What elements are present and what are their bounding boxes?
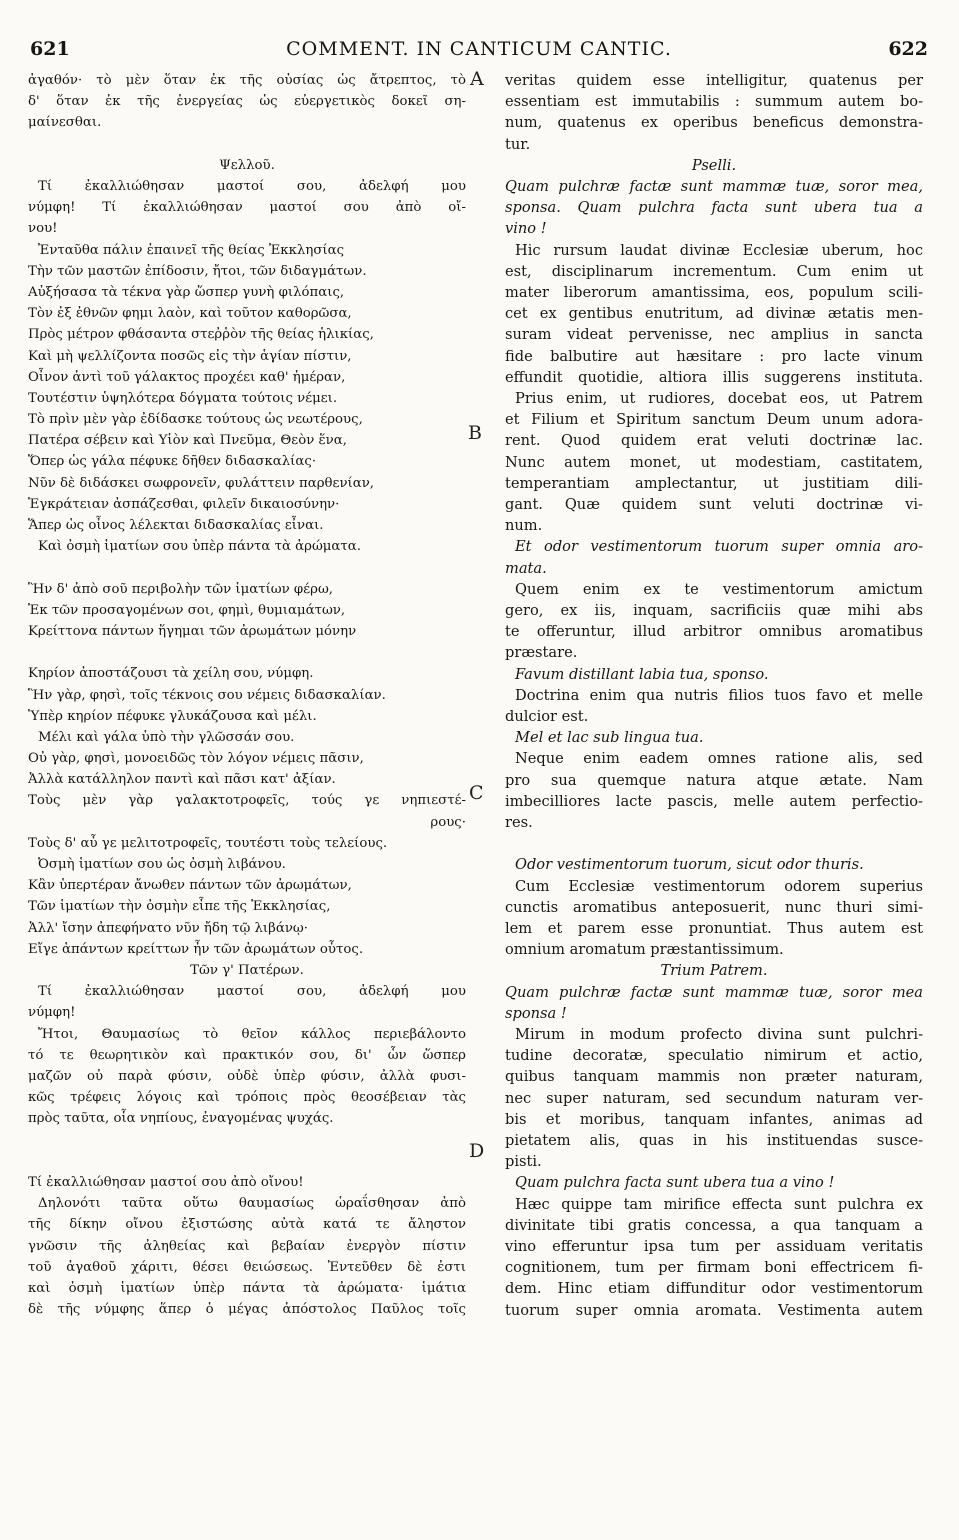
latin-text-line: gant. Quæ quidem sunt veluti doctrinæ vi- [505,496,923,514]
latin-column [505,70,923,1321]
greek-text-line: τό τε θεωρητικὸν καὶ πρακτικόν σου, δι' ὧν ὥσπερ [28,1047,466,1063]
greek-text-line: Ἤτοι, Θαυμασίως τὸ θεῖον κάλλος περιεβάλοντο [38,1026,466,1042]
greek-text-line: Τὸ πρὶν μὲν γὰρ ἐδίδασκε τούτους ὡς νεωτέρους, [28,412,363,428]
greek-text-line: Ἐκ τῶν προσαγομένων σοι, φημὶ, θυμιαμάτων, [28,602,346,618]
greek-text-line: τοῦ ἀγαθοῦ χάριτι, θέσει θειώσεως. Ἐντεῦθεν δὲ ἐστι [28,1259,466,1275]
greek-text-line: Καὶ ὀσμὴ ἱματίων σου ὑπὲρ πάντα τὰ ἀρώματα. [38,539,361,555]
greek-text-line: Ἀλλὰ κατάλληλον παντὶ καὶ πᾶσι κατ' ἀξίαν. [28,772,336,788]
margin-marker-c: C [469,782,484,804]
latin-text-line: cognitionem, tum per firmam boni effectricem fi- [505,1259,923,1277]
greek-text-line [28,134,466,155]
greek-text-line: Κἂν ὑπερτέραν ἄνωθεν πάντων τῶν ἀρωμάτων, [28,878,352,894]
greek-text-line [28,557,466,578]
latin-text-line: Mirum in modum profecto divina sunt pulchri- [515,1025,923,1043]
greek-text-line: μαίνεσθαι. [28,115,102,131]
greek-text-line: Οἶνον ἀντὶ τοῦ γάλακτος προχέει καθ' ἡμέραν, [28,369,346,385]
latin-text-line: pro sua quemque natura atque ætate. Nam [505,771,923,789]
latin-text-line: cet ex gentibus enutritum, ad divinæ ætatis men- [505,305,923,323]
latin-text-line: præstare. [505,644,578,662]
latin-text-line: fide balbutire aut hæsitare : pro lacte vinum [505,347,923,365]
latin-text-line: Trium Patrem. [660,962,768,980]
latin-text-line: Quam pulchra facta sunt ubera tua a vino ! [515,1174,835,1192]
latin-text-line: Cum Ecclesiæ vestimentorum odorem superius [515,877,923,895]
latin-text-line: divinitate tibi gratis concessa, a qua tanquam a [505,1216,923,1234]
latin-text-line: te offeruntur, illud arbitror omnibus aromatibus [505,623,923,641]
latin-text-line: dulcior est. [505,707,589,725]
latin-text-line: tudine decoratæ, speculatio nimirum et actio, [505,1047,923,1065]
latin-text-line: quibus tanquam mammis non præter naturam, [505,1068,923,1086]
greek-text-line: ρους· [430,814,466,830]
latin-text-line: lem et parem esse pronuntiat. Thus autem est [505,919,923,937]
latin-text-line: Hæc quippe tam mirifice effecta sunt pulchra ex [515,1195,923,1213]
page-number-right: 622 [888,38,928,60]
latin-text-line: mater liberorum amantissima, eos, populum scili- [505,283,923,301]
latin-text-line: bis et moribus, tanquam infantes, animas ad [505,1110,923,1128]
greek-text-line: ἀγαθόν· τὸ μὲν ὅταν ἐκ τῆς οὐσίας ὡς ἄτρεπτος, τὸ [28,73,466,88]
latin-text-line: Nunc autem monet, ut modestiam, castitatem, [505,453,923,471]
latin-text-line: Prius enim, ut rudiores, docebat eos, ut Patrem [515,390,923,407]
greek-text-line: τῆς δίκην οἴνου ἐξιστώσης αὐτὰ κατά τε ἄληστον [28,1217,466,1233]
latin-text-line: essentiam est immutabilis : summum autem bo- [505,93,923,111]
latin-text-line: Doctrina enim qua nutris filios tuos favo et melle [515,686,923,704]
greek-text-line: Τὴν τῶν μαστῶν ἐπίδοσιν, ἤτοι, τῶν διδαγμάτων. [28,263,367,279]
greek-text-line: Ὀσμὴ ἱματίων σου ὡς ὀσμὴ λιβάνου. [38,857,286,873]
latin-text-line: num, quatenus ex operibus beneficus demonstra- [505,114,923,132]
latin-text-line: tuorum super omnia aromata. Vestimenta autem [505,1301,923,1319]
latin-text-line: mata. [505,559,547,577]
greek-text-line: Τί ἐκαλλιώθησαν μαστοί σου, ἀδελφή μου [38,984,466,1000]
running-title: COMMENT. IN CANTICUM CANTIC. [286,38,672,60]
latin-text-line: Quem enim ex te vestimentorum amictum [515,580,923,598]
greek-column [28,70,466,1320]
latin-text-line: effundit quotidie, altiora illis suggerens instituta. [505,368,923,386]
margin-marker-b: B [468,422,482,444]
latin-text-line: nec super naturam, sed secundum naturam ver- [505,1089,923,1107]
greek-text-line: Ὑπὲρ κηρίον πέφυκε γλυκάζουσα καὶ μέλι. [28,708,317,724]
latin-text-line: Quam pulchræ factæ sunt mammæ tuæ, soror mea [505,983,923,1001]
greek-text-line: Τοὺς μὲν γὰρ γαλακτοτροφεῖς, τούς γε νηπιεστέ- [28,793,466,809]
greek-text-line: Μέλι καὶ γάλα ὑπὸ τὴν γλῶσσάν σου. [38,729,295,745]
latin-text-line: veritas quidem esse intelligitur, quatenus per [505,72,923,89]
greek-text-line: Οὐ γὰρ, φησὶ, μονοειδῶς τὸν λόγον νέμεις πᾶσιν, [28,751,364,767]
greek-text-line: Τῶν ἱματίων τὴν ὀσμὴν εἶπε τῆς Ἐκκλησίας, [28,899,331,915]
greek-text-line [28,1130,466,1151]
latin-text-line: sponsa. Quam pulchra facta sunt ubera tua a [505,199,923,217]
greek-text-line [28,642,466,663]
latin-text-line: vino ! [505,220,547,238]
greek-text-line: Τί ἐκαλλιώθησαν μαστοί σου, ἀδελφή μου [38,178,466,194]
latin-text-line: gero, ex iis, inquam, sacrificiis quæ mihi abs [505,602,923,619]
greek-text-line: Τί ἐκαλλιώθησαν μαστοί σου ἀπὸ οἴνου! [28,1174,304,1190]
greek-text-line: Ἐγκράτειαν ἀσπάζεσθαι, φιλεῖν δικαιοσύνην· [28,496,340,512]
greek-text-line: Κηρίον ἀποστάζουσι τὰ χείλη σου, νύμφη. [28,666,314,682]
greek-text-line: Ἀλλ' ἴσην ἀπεφήνατο νῦν ἤδη τῷ λιβάνῳ· [28,920,308,936]
greek-text-line: κῶς τρέφεις λόγοις καὶ τρόποις πρὸς θεοσέβειαν τὰς [28,1090,466,1106]
greek-text-line: Τοὺς δ' αὖ γε μελιτοτροφεῖς, τουτέστι τοὺς τελείους. [28,835,388,851]
margin-marker-d: D [469,1140,485,1162]
latin-text-line: imbecilliores lacte pascis, melle autem perfectio- [505,792,923,810]
latin-text-line: est, disciplinarum incrementum. Cum enim ut [505,262,923,280]
latin-text-line: dem. Hinc etiam diffunditur odor vestimentorum [505,1280,923,1298]
latin-text-line: Mel et lac sub lingua tua. [515,729,704,747]
latin-text-line: res. [505,813,533,831]
greek-text-line: Ἣν γὰρ, φησὶ, τοῖς τέκνοις σου νέμεις διδασκαλίαν. [28,687,386,703]
latin-text-line: pietatem alis, quas in his instituendas susce- [505,1131,923,1149]
latin-text-line: Quam pulchræ factæ sunt mammæ tuæ, soror mea, [505,177,923,195]
latin-text-line: Et odor vestimentorum tuorum super omnia aro- [515,538,923,556]
page-number-left: 621 [30,38,70,60]
latin-text-line: pisti. [505,1153,542,1171]
latin-text-line: num. [505,517,543,535]
latin-text-line: Neque enim eadem omnes ratione alis, sed [515,750,923,768]
greek-text-line: Ἐνταῦθα πάλιν ἐπαινεῖ τῆς θείας Ἐκκλησίας [38,242,345,258]
greek-text-line: δ' ὅταν ἐκ τῆς ἐνεργείας ὡς εὐεργετικὸς δοκεῖ ση- [28,94,466,110]
greek-text-line: Ἣν δ' ἀπὸ σοῦ περιβολὴν τῶν ἱματίων φέρω, [28,581,334,597]
latin-text-line: et Filium et Spiritum sanctum Deum unum adora- [505,411,923,429]
greek-text-line: Κρείττονα πάντων ἥγημαι τῶν ἀρωμάτων μόνην [28,623,357,639]
greek-text-line: Νῦν δὲ διδάσκει σωφρονεῖν, φυλάττειν παρθενίαν, [28,475,375,491]
greek-text-line: καὶ ὀσμὴ ἱματίων ὑπὲρ πάντα τὰ ἀρώματα· ἱμάτια [28,1280,466,1296]
latin-text-line: tur. [505,135,531,153]
latin-text-line: suram videat pervenisse, nec amplius in sancta [505,326,923,344]
running-header [30,38,928,62]
greek-text-line: Τὸν ἐξ ἐθνῶν φημι λαὸν, καὶ τοῦτον καθορῶσα, [28,306,352,322]
latin-text-line: vino efferuntur ipsa tum per assiduam veritatis [505,1237,923,1255]
greek-text-line [28,1151,466,1172]
latin-text-line: Hic rursum laudat divinæ Ecclesiæ uberum, hoc [515,241,923,259]
greek-text-line: νύμφη! Τί ἐκαλλιώθησαν μαστοί σου ἀπὸ οἴ- [28,200,466,216]
greek-text-line: πρὸς ταῦτα, οἷα νηπίους, ἐναγομένας ψυχάς. [28,1111,334,1127]
latin-text-line [505,833,923,854]
latin-text-line: Pselli. [691,156,737,174]
greek-text-line: Ψελλοῦ. [219,157,275,173]
latin-text-line: Favum distillant labia tua, sponso. [515,665,769,683]
latin-text-line: Odor vestimentorum tuorum, sicut odor thuris. [515,856,864,874]
greek-text-line: Πρὸς μέτρον φθάσαντα στεῤῥὸν τῆς θείας ἡλικίας, [28,327,374,343]
greek-text-line: νου! [28,221,58,237]
greek-text-line: Ἅπερ ὡς οἶνος λέλεκται διδασκαλίας εἶναι. [28,518,324,533]
greek-text-line: δὲ τῆς νύμφης ἅπερ ὁ μέγας ἀπόστολος Παῦλος τοῖς [28,1302,466,1318]
greek-text-line: Εἴγε ἁπάντων κρείττων ἦν τῶν ἀρωμάτων οὗτος. [28,941,364,957]
greek-text-line: νύμφη! [28,1005,76,1021]
greek-text-line: γνῶσιν τῆς ἀληθείας καὶ βεβαίαν ἐνεργὸν πίστιν [28,1238,466,1254]
latin-text-line: omnium aromatum præstantissimum. [505,941,784,959]
greek-text-line: Αὐξήσασα τὰ τέκνα γὰρ ὥσπερ γυνὴ φιλόπαις, [28,284,345,300]
latin-text-line: sponsa ! [505,1004,567,1022]
greek-text-line: Πατέρα σέβειν καὶ Υἱὸν καὶ Πνεῦμα, Θεὸν ἕνα, [28,433,347,449]
greek-text-line: μαζῶν οὐ παρὰ φύσιν, οὐδὲ ὑπὲρ φύσιν, ἀλλὰ φυσι- [28,1068,466,1084]
greek-text-line: Ὅπερ ὡς γάλα πέφυκε δῆθεν διδασκαλίας· [28,454,317,470]
greek-text-line: Τῶν γ' Πατέρων. [190,962,304,978]
greek-text-line: Τουτέστιν ὑψηλότερα δόγματα τούτοις νέμει. [28,390,338,406]
latin-text-line: cunctis aromatibus anteposuerit, nunc thuri simi- [505,898,923,916]
greek-text-line: Καὶ μὴ ψελλίζοντα ποσῶς εἰς τὴν ἁγίαν πίστιν, [28,348,352,364]
margin-marker-a: A [470,68,484,90]
latin-text-line: temperantiam amplectantur, ut justitiam dili- [505,474,923,492]
latin-text-line: rent. Quod quidem erat veluti doctrinæ lac. [505,432,923,450]
greek-text-line: Δηλονότι ταῦτα οὕτω θαυμασίως ὡραΐσθησαν ἀπὸ [38,1196,466,1212]
